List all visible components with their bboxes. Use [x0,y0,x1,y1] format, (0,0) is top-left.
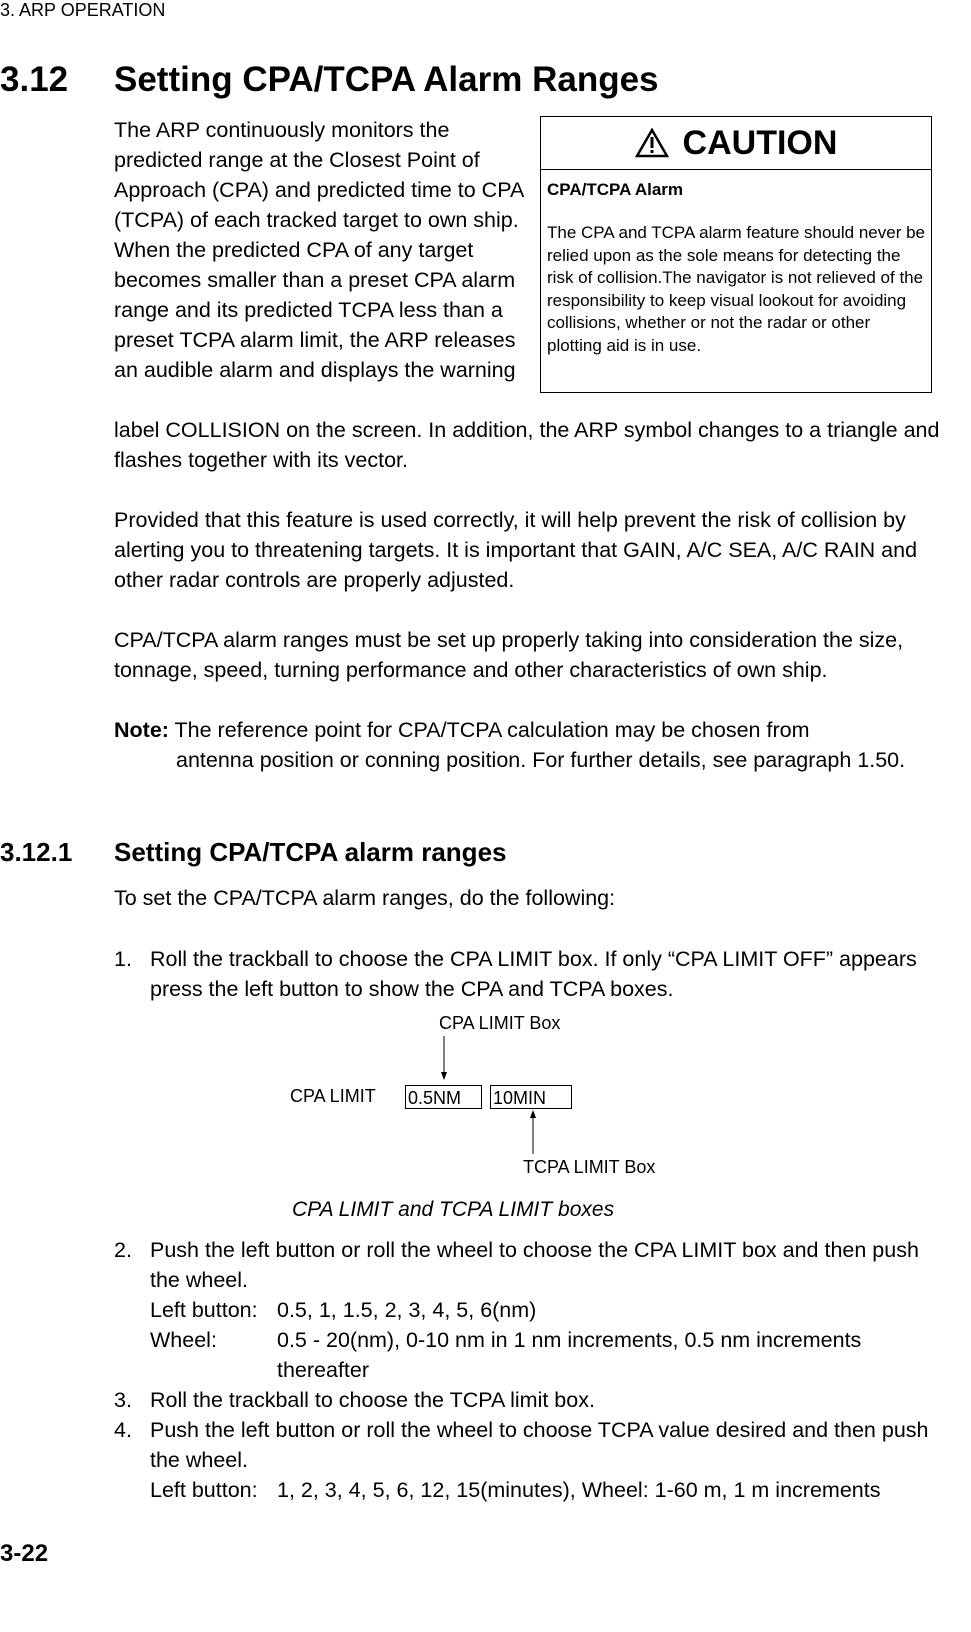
step-number: 4. [114,1418,132,1442]
list-item [114,944,944,1004]
step-text-block [150,1415,944,1505]
step-number: 3. [114,1388,132,1412]
intro-paragraph-continued: label COLLISION on the screen. In addition, the ARP symbol changes to a triangle and flashes together with its vector. [114,418,940,472]
subsection-title: Setting CPA/TCPA alarm ranges [114,837,507,867]
tcpa-box-callout: TCPA LIMIT Box [523,1157,656,1177]
step-text: Push the left button or roll the wheel to choose TCPA value desired and then push the wheel. [150,1418,929,1472]
step-number: 1. [114,947,132,971]
tcpa-limit-box[interactable]: 10MIN [490,1085,572,1109]
section-number: 3.12 [0,60,69,99]
running-header: 3. ARP OPERATION [0,0,166,20]
callout-arrow-down-icon [438,1036,450,1082]
wheel-value: 0.5 - 20(nm), 0-10 nm in 1 nm increments, 0.5 nm increments thereafter [277,1328,862,1382]
caution-heading: CAUTION [682,123,838,162]
left-button-value: 0.5, 1, 1.5, 2, 3, 4, 5, 6(nm) [277,1298,537,1322]
list-item [114,1235,944,1385]
note [114,715,944,775]
left-button-values [150,1295,944,1325]
subsection-number: 3.12.1 [0,837,73,867]
subsection-intro: To set the CPA/TCPA alarm ranges, do the following: [114,886,616,910]
list-item [114,1415,944,1505]
left-button-key: Left button: [150,1478,258,1502]
figure-caption: CPA LIMIT and TCPA LIMIT boxes [292,1198,615,1221]
wheel-key: Wheel: [150,1328,217,1352]
caution-text: The CPA and TCPA alarm feature should never be relied upon as the sole means for detecting the risk of collision.The navigator is not relieved of the responsibility to keep visual lookout for avoiding collisions, whether or not the radar or other plotting aid is in use. [547,223,925,355]
wheel-values [150,1325,944,1385]
paragraph-setup: CPA/TCPA alarm ranges must be set up properly taking into consideration the size, tonnage, speed, turning performance and other characteristics of own ship. [114,628,904,682]
note-label: Note: [114,718,169,742]
left-button-values [150,1475,944,1505]
cpa-limit-box[interactable]: 0.5NM [405,1085,482,1109]
note-text: The reference point for CPA/TCPA calculation may be chosen from [174,718,810,742]
step-text-block [150,1235,944,1385]
caution-header [541,117,931,170]
callout-arrow-up-icon [527,1110,539,1154]
list-item [114,1385,944,1415]
cpa-box-callout: CPA LIMIT Box [439,1013,561,1033]
step-text: Roll the trackball to choose the TCPA limit box. [150,1388,595,1412]
paragraph-prevention: Provided that this feature is used correctly, it will help prevent the risk of collision by alerting you to threatening targets. It is important that GAIN, A/C SEA, A/C RAIN and other radar controls are properly adjusted. [114,508,918,592]
warning-triangle-icon [635,128,669,158]
caution-box [540,116,932,393]
cpa-limit-row-label: CPA LIMIT [290,1086,376,1106]
caution-subheading: CPA/TCPA Alarm [547,180,684,199]
step-text: Roll the trackball to choose the CPA LIMIT box. If only “CPA LIMIT OFF” appears press the left button to show the CPA and TCPA boxes. [150,947,917,1001]
note-line-1 [114,715,944,745]
intro-paragraph: The ARP continuously monitors the predicted range at the Closest Point of Approach (CPA) and predicted time to CPA (TCPA) of each tracked target to own ship. When the predicted CPA of any target becomes smaller than a preset CPA alarm range and its predicted TCPA less than a preset TCPA alarm limit, the ARP releases an audible alarm and displays the warning [114,118,524,382]
step-number: 2. [114,1238,132,1262]
left-button-key: Left button: [150,1298,258,1322]
section-title: Setting CPA/TCPA Alarm Ranges [114,60,659,99]
page-number: 3-22 [0,1540,49,1567]
left-button-value: 1, 2, 3, 4, 5, 6, 12, 15(minutes), Wheel: 1-60 m, 1 m increments [277,1478,881,1502]
note-continued: antenna position or conning position. For further details, see paragraph 1.50. [176,748,906,772]
step-text: Push the left button or roll the wheel to choose the CPA LIMIT box and then push the wheel. [150,1238,919,1292]
